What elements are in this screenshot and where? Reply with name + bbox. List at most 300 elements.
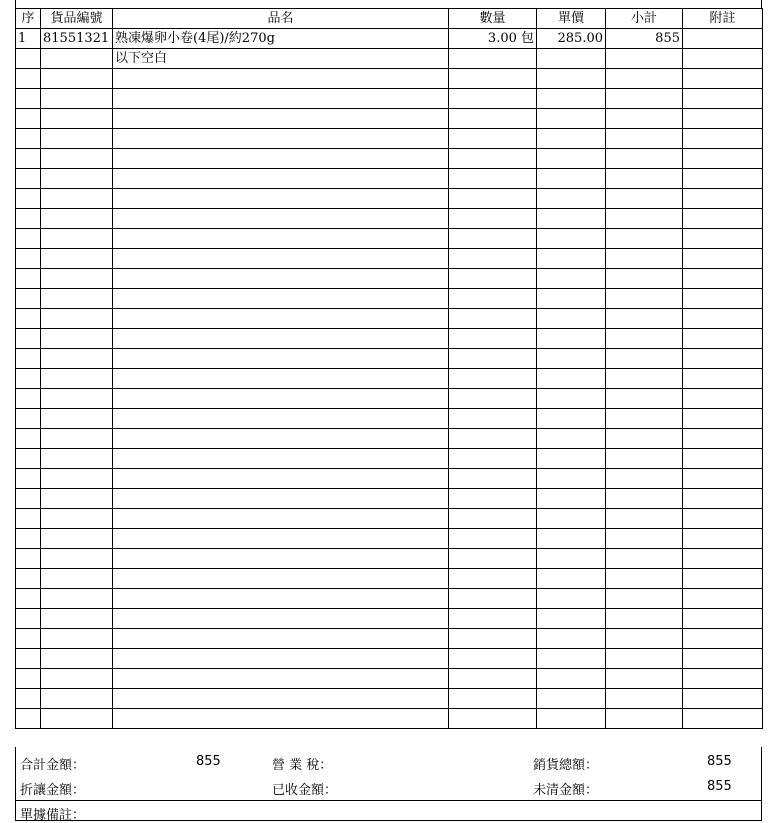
blank-cell xyxy=(683,469,763,489)
blank-cell xyxy=(537,169,606,189)
blank-row xyxy=(16,549,763,569)
blank-cell xyxy=(606,369,683,389)
cut-off-header-strip xyxy=(15,0,762,8)
blank-cell xyxy=(683,169,763,189)
blank-row xyxy=(16,589,763,609)
blank-cell xyxy=(537,109,606,129)
blank-cell xyxy=(606,109,683,129)
blank-cell xyxy=(606,629,683,649)
cell-code xyxy=(41,49,113,69)
blank-cell xyxy=(606,649,683,669)
blank-row xyxy=(16,209,763,229)
blank-cell xyxy=(16,69,41,89)
discount-label: 折讓金額： xyxy=(20,783,86,798)
blank-cell xyxy=(606,529,683,549)
blank-cell xyxy=(683,349,763,369)
blank-cell xyxy=(683,309,763,329)
blank-cell xyxy=(537,209,606,229)
blank-cell xyxy=(41,389,113,409)
blank-cell xyxy=(537,389,606,409)
blank-cell xyxy=(537,709,606,729)
blank-cell xyxy=(113,449,449,469)
blank-cell xyxy=(16,689,41,709)
blank-row xyxy=(16,649,763,669)
blank-cell xyxy=(113,409,449,429)
blank-cell xyxy=(449,569,537,589)
blank-cell xyxy=(16,549,41,569)
blank-cell xyxy=(449,209,537,229)
blank-cell xyxy=(606,269,683,289)
blank-cell xyxy=(41,129,113,149)
blank-cell xyxy=(449,529,537,549)
blank-cell xyxy=(16,89,41,109)
blank-cell xyxy=(606,229,683,249)
blank-cell xyxy=(537,469,606,489)
blank-cell xyxy=(16,469,41,489)
blank-cell xyxy=(41,709,113,729)
blank-cell xyxy=(41,249,113,269)
blank-cell xyxy=(16,609,41,629)
blank-cell xyxy=(449,429,537,449)
blank-cell xyxy=(113,689,449,709)
blank-cell xyxy=(606,709,683,729)
blank-cell xyxy=(16,429,41,449)
remarks-label: 單據備註： xyxy=(20,808,86,823)
blank-cell xyxy=(537,89,606,109)
blank-cell xyxy=(606,689,683,709)
blank-cell xyxy=(113,249,449,269)
blank-cell xyxy=(683,409,763,429)
blank-cell xyxy=(449,89,537,109)
blank-cell xyxy=(449,629,537,649)
blank-cell xyxy=(449,309,537,329)
blank-cell xyxy=(449,649,537,669)
cell-qty: 3.00 包 xyxy=(449,29,537,49)
blank-cell xyxy=(537,369,606,389)
blank-cell xyxy=(16,569,41,589)
blank-cell xyxy=(16,369,41,389)
blank-cell xyxy=(113,389,449,409)
col-code-header: 貨品編號 xyxy=(41,9,113,29)
blank-cell xyxy=(606,209,683,229)
blank-cell xyxy=(41,629,113,649)
blank-row xyxy=(16,269,763,289)
blank-cell xyxy=(537,529,606,549)
blank-cell xyxy=(41,169,113,189)
blank-row xyxy=(16,249,763,269)
cell-subtotal xyxy=(606,49,683,69)
blank-cell xyxy=(16,109,41,129)
blank-row xyxy=(16,89,763,109)
cell-qty xyxy=(449,49,537,69)
blank-cell xyxy=(41,369,113,389)
total-label: 合計金額： xyxy=(20,758,86,773)
blank-cell xyxy=(113,609,449,629)
blank-cell xyxy=(113,529,449,549)
blank-cell xyxy=(41,689,113,709)
blank-row xyxy=(16,509,763,529)
blank-cell xyxy=(449,369,537,389)
blank-cell xyxy=(41,329,113,349)
blank-row xyxy=(16,489,763,509)
blank-cell xyxy=(41,309,113,329)
blank-cell xyxy=(537,349,606,369)
blank-row xyxy=(16,669,763,689)
col-name-header: 品名 xyxy=(113,9,449,29)
blank-cell xyxy=(683,369,763,389)
blank-cell xyxy=(683,489,763,509)
blank-row xyxy=(16,469,763,489)
blank-cell xyxy=(683,529,763,549)
blank-cell xyxy=(41,269,113,289)
blank-cell xyxy=(41,549,113,569)
blank-cell xyxy=(606,389,683,409)
blank-cell xyxy=(16,249,41,269)
blank-cell xyxy=(537,429,606,449)
blank-cell xyxy=(41,649,113,669)
blank-row xyxy=(16,529,763,549)
blank-cell xyxy=(41,109,113,129)
blank-cell xyxy=(537,609,606,629)
blank-row xyxy=(16,229,763,249)
cell-seq xyxy=(16,49,41,69)
blank-cell xyxy=(683,569,763,589)
total-value: 855 xyxy=(196,754,221,769)
blank-cell xyxy=(683,549,763,569)
blank-cell xyxy=(683,389,763,409)
blank-cell xyxy=(449,509,537,529)
blank-cell xyxy=(606,669,683,689)
blank-cell xyxy=(606,89,683,109)
blank-row xyxy=(16,289,763,309)
blank-cell xyxy=(537,629,606,649)
blank-cell xyxy=(16,449,41,469)
col-qty-header: 數量 xyxy=(449,9,537,29)
tax-label: 營 業 稅： xyxy=(272,758,333,773)
blank-cell xyxy=(606,169,683,189)
blank-cell xyxy=(41,189,113,209)
blank-cell xyxy=(683,449,763,469)
blank-cell xyxy=(113,489,449,509)
blank-row xyxy=(16,329,763,349)
col-price-header: 單價 xyxy=(537,9,606,29)
blank-cell xyxy=(41,589,113,609)
blank-cell xyxy=(113,329,449,349)
blank-row xyxy=(16,389,763,409)
blank-cell xyxy=(449,409,537,429)
cell-note xyxy=(683,29,763,49)
blank-cell xyxy=(449,69,537,89)
blank-cell xyxy=(537,649,606,669)
blank-row xyxy=(16,689,763,709)
col-seq-header: 序 xyxy=(16,9,41,29)
blank-cell xyxy=(16,489,41,509)
blank-cell xyxy=(41,409,113,429)
blank-row xyxy=(16,449,763,469)
blank-cell xyxy=(449,389,537,409)
blank-row xyxy=(16,169,763,189)
blank-cell xyxy=(449,609,537,629)
blank-row xyxy=(16,309,763,329)
blank-cell xyxy=(16,629,41,649)
blank-cell xyxy=(16,149,41,169)
blank-cell xyxy=(449,329,537,349)
blank-cell xyxy=(537,69,606,89)
sales-total-label: 銷貨總額： xyxy=(533,758,599,773)
blank-cell xyxy=(683,249,763,269)
blank-cell xyxy=(113,589,449,609)
blank-cell xyxy=(16,309,41,329)
blank-cell xyxy=(113,629,449,649)
blank-cell xyxy=(683,609,763,629)
blank-row xyxy=(16,709,763,729)
blank-cell xyxy=(606,549,683,569)
blank-cell xyxy=(537,189,606,209)
blank-cell xyxy=(537,489,606,509)
blank-cell xyxy=(537,669,606,689)
blank-cell xyxy=(537,309,606,329)
blank-cell xyxy=(449,669,537,689)
blank-cell xyxy=(113,149,449,169)
blank-row xyxy=(16,109,763,129)
blank-cell xyxy=(113,109,449,129)
blank-cell xyxy=(113,549,449,569)
blank-cell xyxy=(41,209,113,229)
blank-cell xyxy=(606,569,683,589)
blank-cell xyxy=(537,249,606,269)
cell-price: 285.00 xyxy=(537,29,606,49)
blank-cell xyxy=(606,309,683,329)
blank-cell xyxy=(16,269,41,289)
blank-cell xyxy=(113,209,449,229)
blank-cell xyxy=(16,529,41,549)
blank-cell xyxy=(537,149,606,169)
blank-cell xyxy=(606,249,683,269)
table-header-row xyxy=(16,9,763,29)
blank-cell xyxy=(683,689,763,709)
blank-cell xyxy=(113,369,449,389)
received-label: 已收金額： xyxy=(272,783,338,798)
blank-cell xyxy=(606,69,683,89)
blank-cell xyxy=(41,449,113,469)
blank-cell xyxy=(41,229,113,249)
blank-cell xyxy=(41,509,113,529)
blank-cell xyxy=(449,689,537,709)
blank-cell xyxy=(606,609,683,629)
blank-cell xyxy=(449,229,537,249)
blank-row xyxy=(16,369,763,389)
blank-cell xyxy=(606,449,683,469)
blank-cell xyxy=(683,629,763,649)
blank-row xyxy=(16,609,763,629)
blank-cell xyxy=(683,429,763,449)
blank-cell xyxy=(41,489,113,509)
blank-cell xyxy=(683,109,763,129)
blank-cell xyxy=(537,449,606,469)
blank-cell xyxy=(537,289,606,309)
blank-cell xyxy=(16,649,41,669)
blank-cell xyxy=(16,709,41,729)
table-row xyxy=(16,49,763,69)
blank-row xyxy=(16,69,763,89)
totals-section xyxy=(15,747,762,801)
sales-total-value: 855 xyxy=(707,754,732,769)
blank-cell xyxy=(113,169,449,189)
blank-cell xyxy=(41,429,113,449)
blank-cell xyxy=(606,429,683,449)
blank-cell xyxy=(41,89,113,109)
blank-cell xyxy=(683,149,763,169)
cell-name: 熟凍爆卵小卷(4尾)/約270g xyxy=(113,29,449,49)
blank-cell xyxy=(606,589,683,609)
blank-cell xyxy=(41,529,113,549)
blank-cell xyxy=(41,149,113,169)
blank-cell xyxy=(16,289,41,309)
blank-cell xyxy=(537,689,606,709)
blank-cell xyxy=(537,129,606,149)
blank-cell xyxy=(537,409,606,429)
blank-row xyxy=(16,629,763,649)
blank-cell xyxy=(113,569,449,589)
blank-cell xyxy=(16,589,41,609)
blank-cell xyxy=(41,469,113,489)
blank-cell xyxy=(606,489,683,509)
blank-cell xyxy=(16,409,41,429)
blank-cell xyxy=(113,349,449,369)
blank-cell xyxy=(606,149,683,169)
blank-cell xyxy=(113,649,449,669)
blank-cell xyxy=(683,89,763,109)
blank-cell xyxy=(537,569,606,589)
blank-cell xyxy=(113,189,449,209)
blank-cell xyxy=(683,709,763,729)
blank-cell xyxy=(113,429,449,449)
cell-price xyxy=(537,49,606,69)
blank-row xyxy=(16,129,763,149)
blank-cell xyxy=(41,349,113,369)
invoice-sheet xyxy=(15,0,762,823)
blank-row xyxy=(16,189,763,209)
blank-row xyxy=(16,409,763,429)
table-row xyxy=(16,29,763,49)
blank-cell xyxy=(683,189,763,209)
blank-cell xyxy=(537,229,606,249)
blank-row xyxy=(16,569,763,589)
blank-cell xyxy=(537,509,606,529)
blank-cell xyxy=(449,269,537,289)
blank-cell xyxy=(16,189,41,209)
blank-cell xyxy=(537,329,606,349)
blank-cell xyxy=(41,669,113,689)
blank-cell xyxy=(449,589,537,609)
blank-cell xyxy=(606,129,683,149)
outstanding-value: 855 xyxy=(707,779,732,794)
blank-cell xyxy=(683,289,763,309)
blank-cell xyxy=(606,409,683,429)
blank-cell xyxy=(16,129,41,149)
blank-cell xyxy=(449,289,537,309)
blank-cell xyxy=(683,649,763,669)
blank-cell xyxy=(683,229,763,249)
blank-cell xyxy=(113,289,449,309)
blank-cell xyxy=(683,589,763,609)
blank-cell xyxy=(606,329,683,349)
blank-cell xyxy=(16,169,41,189)
blank-cell xyxy=(16,389,41,409)
blank-cell xyxy=(537,549,606,569)
blank-cell xyxy=(16,329,41,349)
blank-cell xyxy=(449,489,537,509)
col-note-header: 附註 xyxy=(683,9,763,29)
blank-cell xyxy=(113,509,449,529)
blank-row xyxy=(16,429,763,449)
blank-cell xyxy=(16,669,41,689)
blank-cell xyxy=(606,469,683,489)
blank-cell xyxy=(449,129,537,149)
blank-cell xyxy=(16,209,41,229)
cell-subtotal: 855 xyxy=(606,29,683,49)
cell-note xyxy=(683,49,763,69)
blank-cell xyxy=(449,349,537,369)
blank-cell xyxy=(449,549,537,569)
blank-row xyxy=(16,149,763,169)
blank-cell xyxy=(683,509,763,529)
blank-cell xyxy=(41,569,113,589)
blank-cell xyxy=(606,349,683,369)
blank-cell xyxy=(113,69,449,89)
blank-cell xyxy=(449,149,537,169)
blank-cell xyxy=(683,209,763,229)
items-table xyxy=(15,8,763,729)
blank-cell xyxy=(16,349,41,369)
blank-cell xyxy=(449,709,537,729)
blank-cell xyxy=(449,469,537,489)
blank-cell xyxy=(113,469,449,489)
blank-cell xyxy=(683,329,763,349)
blank-cell xyxy=(537,269,606,289)
blank-cell xyxy=(113,669,449,689)
outstanding-label: 未清金額： xyxy=(533,783,599,798)
blank-cell xyxy=(683,69,763,89)
blank-cell xyxy=(606,509,683,529)
blank-cell xyxy=(683,129,763,149)
blank-cell xyxy=(41,69,113,89)
remarks-section xyxy=(15,801,762,821)
blank-cell xyxy=(41,289,113,309)
blank-cell xyxy=(449,109,537,129)
blank-cell xyxy=(113,229,449,249)
blank-cell xyxy=(606,289,683,309)
blank-cell xyxy=(113,129,449,149)
cell-seq: 1 xyxy=(16,29,41,49)
cell-code: 81551321 xyxy=(41,29,113,49)
blank-cell xyxy=(113,309,449,329)
blank-cell xyxy=(683,669,763,689)
col-subtotal-header: 小計 xyxy=(606,9,683,29)
blank-cell xyxy=(16,509,41,529)
blank-cell xyxy=(449,249,537,269)
blank-cell xyxy=(449,189,537,209)
cell-name: 以下空白 xyxy=(113,49,449,69)
blank-cell xyxy=(449,169,537,189)
blank-cell xyxy=(449,449,537,469)
blank-cell xyxy=(16,229,41,249)
blank-cell xyxy=(113,709,449,729)
blank-cell xyxy=(683,269,763,289)
blank-cell xyxy=(113,89,449,109)
blank-row xyxy=(16,349,763,369)
blank-cell xyxy=(41,609,113,629)
